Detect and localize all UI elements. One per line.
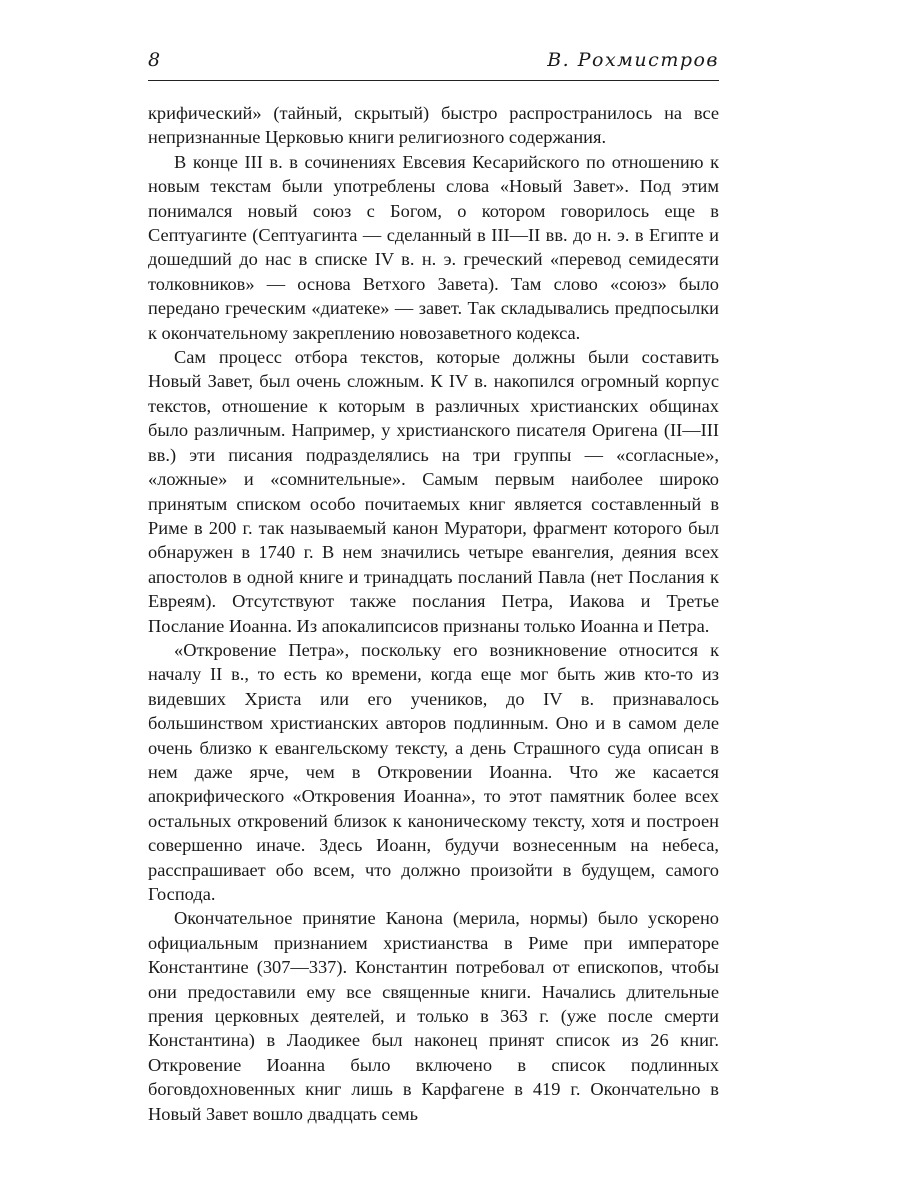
paragraph-1: крифический» (тайный, скрытый) быстро распространилось на все непризнанные Церковью книги религиозного содержания. — [148, 103, 719, 148]
paragraph-5: Окончательное принятие Канона (мерила, нормы) было ускорено официальным признанием христианства в Риме при императоре Константине (307—337). Константин потребовал от епископов, чтобы они предоставили ему все священные книги. Начались длительные прения церковных деятелей, и только в 363 г. (уже после смерти Константина) в Лаодикее был наконец принят список из 26 книг. Откровение Иоанна было включено в список подлинных боговдохновенных книг лишь в Карфагене в 419 г. Окончательно в Новый Завет вошло двадцать семь — [148, 908, 719, 1124]
running-title: В. Рохмистров — [547, 49, 719, 71]
paragraph-2: В конце III в. в сочинениях Евсевия Кесарийского по отношению к новым текстам были употреблены слова «Новый Завет». Под этим понимался новый союз с Богом, о котором говорилось еще в Септуагинте (Септуагинта — сделанный в III—II вв. до н. э. в Египте и дошедший до нас в списке IV в. н. э. греческий «перевод семидесяти толковников» — основа Ветхого Завета). Там слово «союз» было передано греческим «диатеке» — завет. Так складывались предпосылки к окончательному закреплению новозаветного кодекса. — [148, 151, 719, 343]
page-number: 8 — [148, 49, 161, 71]
running-head — [148, 47, 719, 77]
paragraph-4: «Откровение Петра», поскольку его возникновение относится к началу II в., то есть ко времени, когда еще мог быть жив кто-то из видевших Христа или его учеников, до IV в. признавалось большинством христианских авторов подлинным. Оно и в самом деле очень близко к евангельскому тексту, а день Страшного суда описан в нем даже ярче, чем в Откровении Иоанна. Что же касается апокрифического «Откровения Иоанна», то этот памятник более всех остальных откровений близок к каноническому тексту, хотя и построен совершенно иначе. Здесь Иоанн, будучи вознесенным на небеса, расспрашивает обо всем, что должно произойти в будущем, самого Господа. — [148, 639, 719, 904]
body-text — [148, 101, 719, 1126]
header-rule — [148, 80, 719, 81]
paragraph-3: Сам процесс отбора текстов, которые должны были составить Новый Завет, был очень сложным. К IV в. накопился огромный корпус текстов, отношение к которым в различных христианских общинах было различным. Например, у христианского писателя Оригена (II—III вв.) эти писания подразделялись на три группы — «согласные», «ложные» и «сомнительные». Самым первым наиболее широко принятым списком особо почитаемых книг является составленный в Риме в 200 г. так называемый канон Муратори, фрагмент которого был обнаружен в 1740 г. В нем значились четыре евангелия, деяния всех апостолов в одной книге и тринадцать посланий Павла (нет Послания к Евреям). Отсутствуют также послания Петра, Иакова и Третье Послание Иоанна. Из апокалипсисов признаны только Иоанна и Петра. — [148, 347, 719, 636]
